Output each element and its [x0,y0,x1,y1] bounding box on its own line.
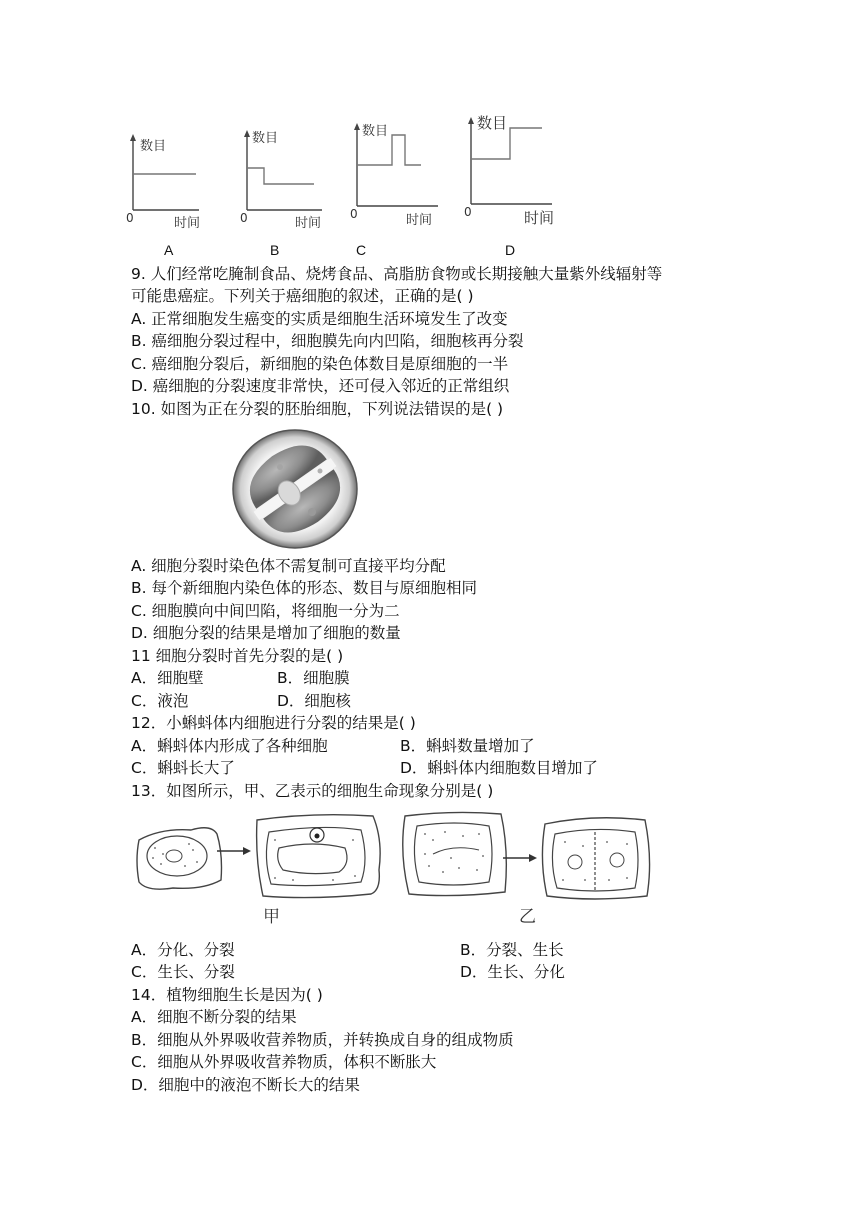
chart-c-label: C [356,242,367,258]
q9-option-b: B. 癌细胞分裂过程中，细胞膜先向内凹陷，细胞核再分裂 [131,332,524,350]
chart-d-xlabel: 时间 [524,209,555,227]
q14-option-d: D．细胞中的液泡不断长大的结果 [131,1076,360,1094]
q13-option-d: D．生长、分化 [460,963,565,981]
q13-figure-label-jia: 甲 [263,907,280,927]
q11-option-a: A．细胞壁 [131,669,204,687]
q12-option-d: D．蝌蚪体内细胞数目增加了 [400,759,598,777]
chart-c-ylabel: 数目 [362,124,389,139]
q9-option-c: C. 癌细胞分裂后，新细胞的染色体数目是原细胞的一半 [131,355,509,373]
q9-stem-line2: 可能患癌症。下列关于癌细胞的叙述，正确的是( ) [131,287,474,305]
q12-option-b: B．蝌蚪数量增加了 [400,737,535,755]
cell-phenomena-figure [133,810,663,936]
q14-stem: 14．植物细胞生长是因为( ) [131,986,323,1004]
q12-option-c: C．蝌蚪长大了 [131,759,235,777]
chart-a-ylabel: 数目 [140,139,167,154]
chart-d-origin: 0 [464,205,472,219]
chart-a [124,132,204,231]
chart-b [238,128,328,231]
q10-option-c: C. 细胞膜向中间凹陷，将细胞一分为二 [131,602,400,620]
q13-option-a: A．分化、分裂 [131,941,235,959]
q13-option-b: B．分裂、生长 [460,941,564,959]
dividing-embryo-cell-image [230,427,360,555]
chart-a-origin: 0 [126,211,134,225]
q14-option-c: C．细胞从外界吸收营养物质，体积不断胀大 [131,1053,437,1071]
q11-stem: 11 细胞分裂时首先分裂的是( ) [131,647,344,665]
q14-option-b: B．细胞从外界吸收营养物质，并转换成自身的组成物质 [131,1031,514,1049]
q10-stem: 10. 如图为正在分裂的胚胎细胞，下列说法错误的是( ) [131,400,504,418]
q13-option-c: C．生长、分裂 [131,963,235,981]
q9-option-d: D. 癌细胞的分裂速度非常快，还可侵入邻近的正常组织 [131,377,510,395]
q11-option-d: D．细胞核 [277,692,351,710]
chart-a-xlabel: 时间 [174,216,201,231]
chart-b-label: B [270,242,280,258]
q9-stem-line1: 9. 人们经常吃腌制食品、烧烤食品、高脂肪食物或长期接触大量紫外线辐射等 [131,265,663,283]
q10-option-a: A. 细胞分裂时染色体不需复制可直接平均分配 [131,557,446,575]
chart-d [462,112,562,231]
chart-c-xlabel: 时间 [406,213,433,228]
chart-a-label: A [164,242,174,258]
chart-b-origin: 0 [240,211,248,225]
q14-option-a: A．细胞不断分裂的结果 [131,1008,297,1026]
chart-c-origin: 0 [350,207,358,221]
q11-option-c: C．液泡 [131,692,189,710]
q10-option-d: D. 细胞分裂的结果是增加了细胞的数量 [131,624,401,642]
q13-figure-label-yi: 乙 [519,907,536,927]
q9-option-a: A. 正常细胞发生癌变的实质是细胞生活环境发生了改变 [131,310,508,328]
q12-stem: 12．小蝌蚪体内细胞进行分裂的结果是( ) [131,714,416,732]
q13-stem: 13．如图所示，甲、乙表示的细胞生命现象分别是( ) [131,782,494,800]
q12-option-a: A．蝌蚪体内形成了各种细胞 [131,737,328,755]
chart-d-label: D [505,242,516,258]
q11-option-b: B．细胞膜 [277,669,350,687]
chart-c [348,118,443,230]
chart-d-ylabel: 数目 [477,114,508,132]
chart-b-xlabel: 时间 [295,216,322,231]
q10-option-b: B. 每个新细胞内染色体的形态、数目与原细胞相同 [131,579,477,597]
chart-b-ylabel: 数目 [252,131,279,146]
